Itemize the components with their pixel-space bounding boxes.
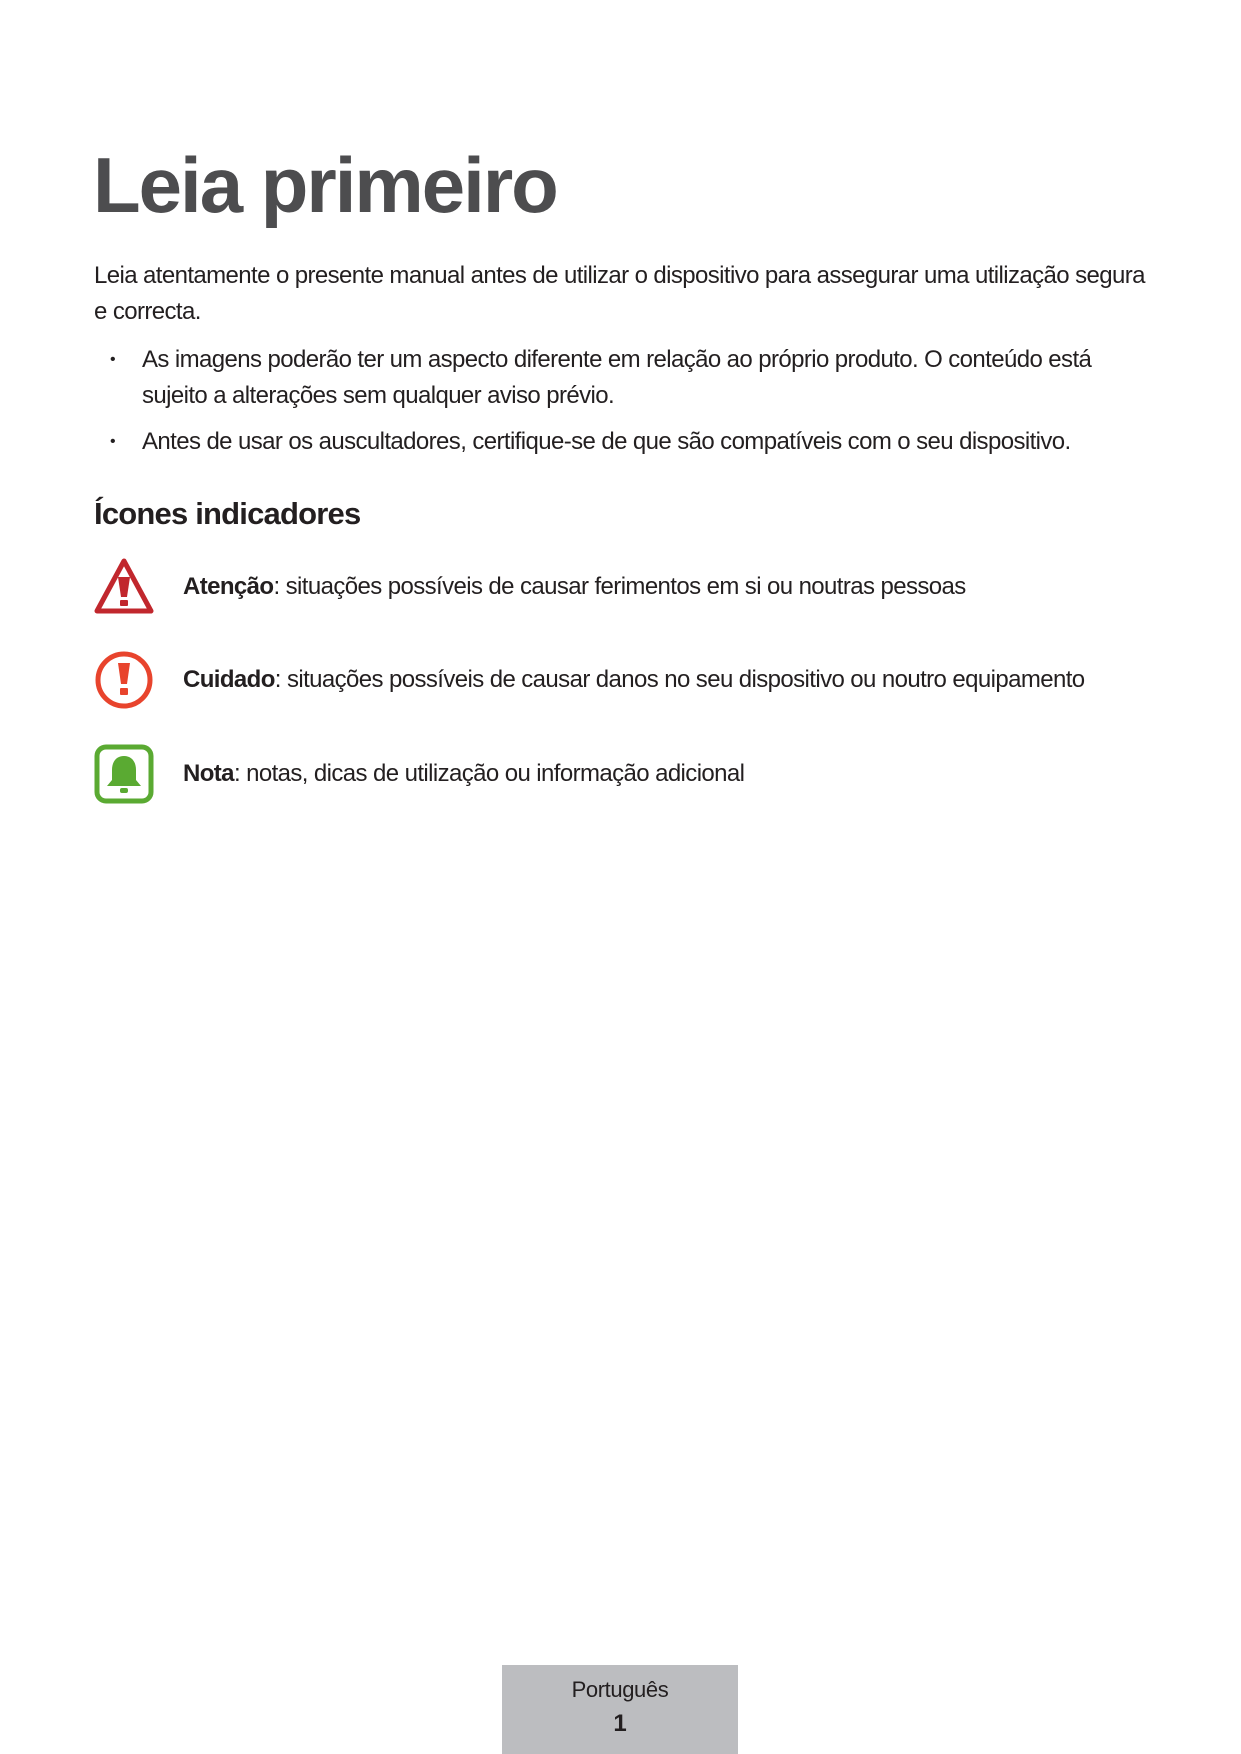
note-bell-icon <box>94 744 154 804</box>
indicator-label: Nota <box>183 760 234 787</box>
indicator-warning <box>94 557 1194 617</box>
page-number: 1 <box>613 1710 627 1737</box>
page-title: Leia primeiro <box>93 141 557 229</box>
footer-language: Português <box>571 1677 669 1702</box>
indicator-separator: : <box>273 573 280 600</box>
list-item <box>94 424 1154 460</box>
section-title: Ícones indicadores <box>94 496 361 531</box>
list-item-text: As imagens poderão ter um aspecto diferente em relação ao próprio produto. O conteúdo está sujeito a alterações sem qualquer aviso prévio. <box>142 346 1092 409</box>
indicator-text <box>183 569 966 605</box>
indicator-separator: : <box>233 760 241 787</box>
list-item <box>94 342 1154 414</box>
bullet-dot: • <box>110 351 116 368</box>
list-item-text: Antes de usar os auscultadores, certifique-se de que são compatíveis com o seu dispositivo. <box>142 428 1071 455</box>
indicator-separator: : <box>274 666 281 693</box>
caution-circle-icon <box>94 650 154 710</box>
indicator-note <box>94 744 1194 804</box>
indicator-text <box>183 662 1085 698</box>
indicator-label: Atenção <box>183 573 274 600</box>
indicator-description: situações possíveis de causar ferimentos em si ou noutras pessoas <box>279 573 966 600</box>
indicator-label: Cuidado <box>183 666 275 693</box>
warning-triangle-icon <box>94 557 154 617</box>
intro-paragraph: Leia atentamente o presente manual antes de utilizar o dispositivo para assegurar uma utilização segura e correcta. <box>94 262 1145 325</box>
page-footer <box>502 1665 738 1754</box>
indicator-caution <box>94 650 1194 710</box>
indicator-description: situações possíveis de causar danos no seu dispositivo ou noutro equipamento <box>280 666 1085 693</box>
bullet-list <box>94 342 1154 470</box>
bullet-dot: • <box>110 433 116 450</box>
indicator-text <box>183 756 744 792</box>
indicator-description: notas, dicas de utilização ou informação adicional <box>240 760 745 787</box>
